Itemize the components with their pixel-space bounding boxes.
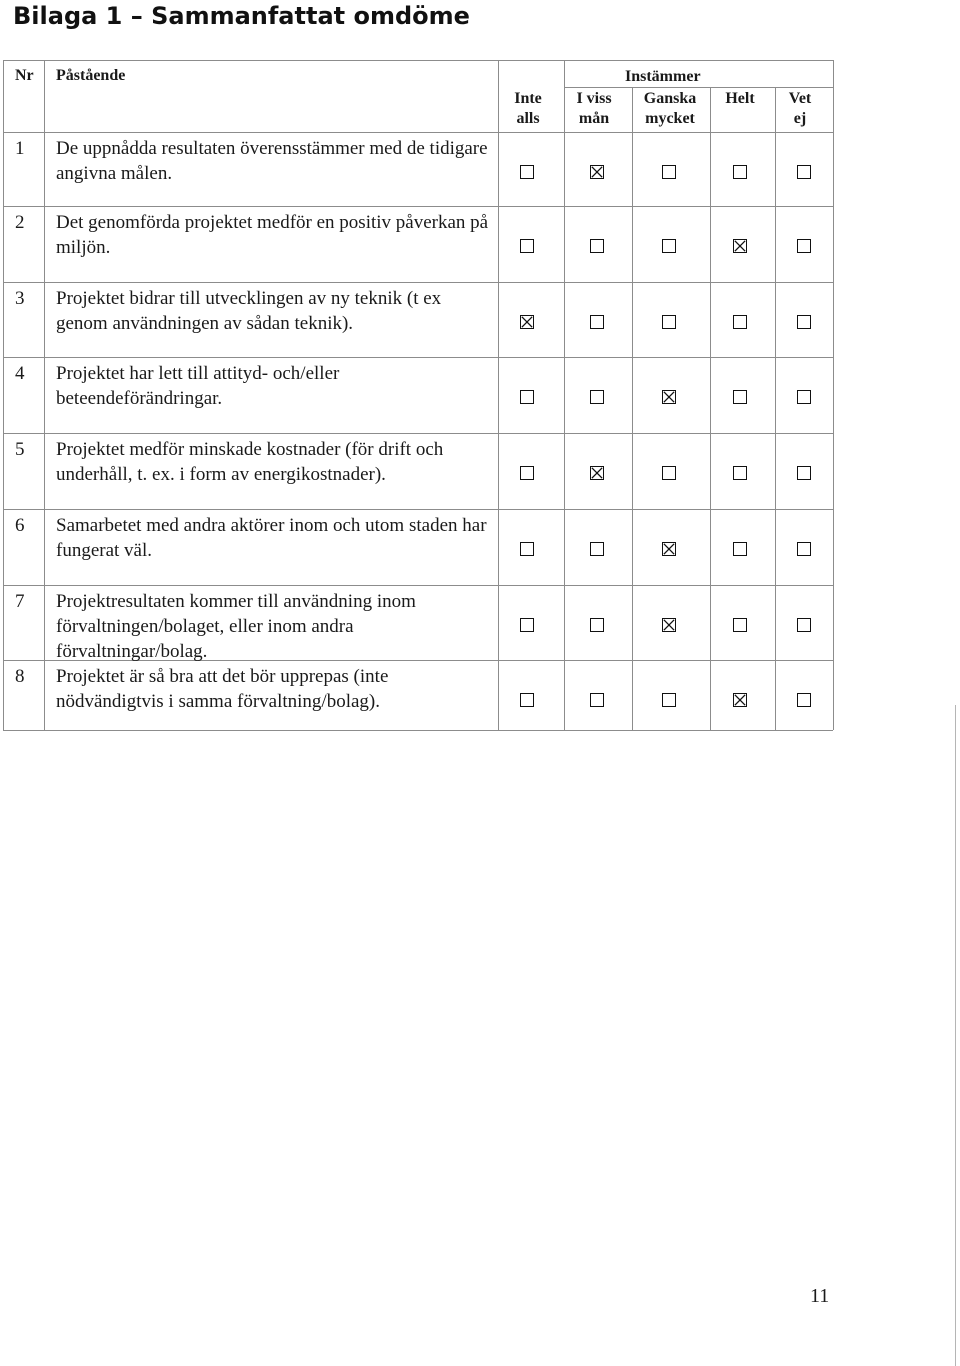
row-number: 4 <box>15 363 25 384</box>
row-divider <box>3 357 833 358</box>
checkbox[interactable] <box>590 693 604 707</box>
column-divider <box>3 60 4 730</box>
statement-text: Projektet medför minskade kostnader (för drift och underhåll, t. ex. i form av energikostnader). <box>56 439 444 485</box>
checkbox[interactable] <box>590 542 604 556</box>
checkbox[interactable] <box>590 618 604 632</box>
checkbox[interactable] <box>662 466 676 480</box>
checkbox[interactable] <box>520 390 534 404</box>
row-number: 1 <box>15 138 25 159</box>
checkbox[interactable] <box>733 315 747 329</box>
col-i-viss-man: I viss mån <box>576 90 612 127</box>
row-divider <box>3 282 833 283</box>
checkbox[interactable] <box>733 466 747 480</box>
statement-text: Samarbetet med andra aktörer inom och utom staden har fungerat väl. <box>56 515 487 561</box>
checkbox[interactable] <box>797 693 811 707</box>
column-divider <box>710 87 711 730</box>
statement-text: Det genomförda projektet medför en positiv påverkan på miljön. <box>56 212 489 258</box>
assessment-table <box>0 60 960 740</box>
row-divider <box>3 206 833 207</box>
checkbox[interactable] <box>520 466 534 480</box>
header-nr: Nr <box>15 67 34 84</box>
statement-text: Projektet är så bra att det bör upprepas (inte nödvändigtvis i samma förvaltning/bolag). <box>56 666 389 712</box>
x-mark-icon <box>591 467 603 479</box>
checkbox-checked[interactable] <box>733 239 747 253</box>
page-edge-line <box>955 705 956 1366</box>
checkbox[interactable] <box>520 165 534 179</box>
checkbox[interactable] <box>662 315 676 329</box>
x-mark-icon <box>521 316 533 328</box>
checkbox[interactable] <box>590 239 604 253</box>
checkbox[interactable] <box>662 239 676 253</box>
header-statement: Påstående <box>56 67 126 84</box>
checkbox[interactable] <box>797 618 811 632</box>
checkbox[interactable] <box>662 693 676 707</box>
checkbox[interactable] <box>520 542 534 556</box>
checkbox[interactable] <box>797 390 811 404</box>
checkbox[interactable] <box>797 315 811 329</box>
col-ganska-mycket: Ganska mycket <box>643 90 697 127</box>
statement-text: De uppnådda resultaten överensstämmer med de tidigare angivna målen. <box>56 138 488 184</box>
x-mark-icon <box>663 391 675 403</box>
checkbox-checked[interactable] <box>733 693 747 707</box>
row-number: 3 <box>15 288 25 309</box>
checkbox[interactable] <box>797 466 811 480</box>
statement-text: Projektet bidrar till utvecklingen av ny teknik (t ex genom användningen av sådan teknik). <box>56 288 442 334</box>
header-instammer: Instämmer <box>625 68 701 85</box>
x-mark-icon <box>663 543 675 555</box>
column-divider <box>632 87 633 730</box>
column-divider <box>498 60 499 730</box>
checkbox[interactable] <box>733 618 747 632</box>
column-divider <box>564 60 565 730</box>
col-helt: Helt <box>725 90 755 107</box>
checkbox[interactable] <box>797 542 811 556</box>
row-divider <box>3 509 833 510</box>
header-group-divider <box>564 87 833 88</box>
checkbox-checked[interactable] <box>590 165 604 179</box>
x-mark-icon <box>734 240 746 252</box>
checkbox[interactable] <box>662 165 676 179</box>
table-top-border <box>3 60 833 61</box>
checkbox[interactable] <box>733 542 747 556</box>
row-number: 2 <box>15 212 25 233</box>
row-divider <box>3 132 833 133</box>
statement-text: Projektet har lett till attityd- och/eller beteendeförändringar. <box>56 363 340 409</box>
col-vet-ej: Vet ej <box>788 90 812 127</box>
row-number: 5 <box>15 439 25 460</box>
checkbox[interactable] <box>520 618 534 632</box>
row-number: 6 <box>15 515 25 536</box>
checkbox[interactable] <box>520 239 534 253</box>
x-mark-icon <box>734 694 746 706</box>
checkbox-checked[interactable] <box>590 466 604 480</box>
row-number: 7 <box>15 591 25 612</box>
statement-text: Projektresultaten kommer till användning inom förvaltningen/bolaget, eller inom andra förvaltningar/bolag. <box>56 591 416 662</box>
column-divider <box>44 60 45 730</box>
checkbox[interactable] <box>590 390 604 404</box>
checkbox-checked[interactable] <box>662 390 676 404</box>
checkbox-checked[interactable] <box>662 618 676 632</box>
x-mark-icon <box>663 619 675 631</box>
row-number: 8 <box>15 666 25 687</box>
page-number: 11 <box>810 1285 830 1307</box>
col-inte-alls: Inte alls <box>514 90 542 127</box>
row-divider <box>3 433 833 434</box>
page-title: Bilaga 1 – Sammanfattat omdöme <box>13 2 470 30</box>
row-divider <box>3 585 833 586</box>
column-divider <box>833 60 834 730</box>
checkbox-checked[interactable] <box>520 315 534 329</box>
checkbox-checked[interactable] <box>662 542 676 556</box>
checkbox[interactable] <box>733 390 747 404</box>
checkbox[interactable] <box>797 239 811 253</box>
checkbox[interactable] <box>797 165 811 179</box>
checkbox[interactable] <box>733 165 747 179</box>
x-mark-icon <box>591 166 603 178</box>
checkbox[interactable] <box>520 693 534 707</box>
column-divider <box>775 87 776 730</box>
table-bottom-border <box>3 730 833 731</box>
checkbox[interactable] <box>590 315 604 329</box>
